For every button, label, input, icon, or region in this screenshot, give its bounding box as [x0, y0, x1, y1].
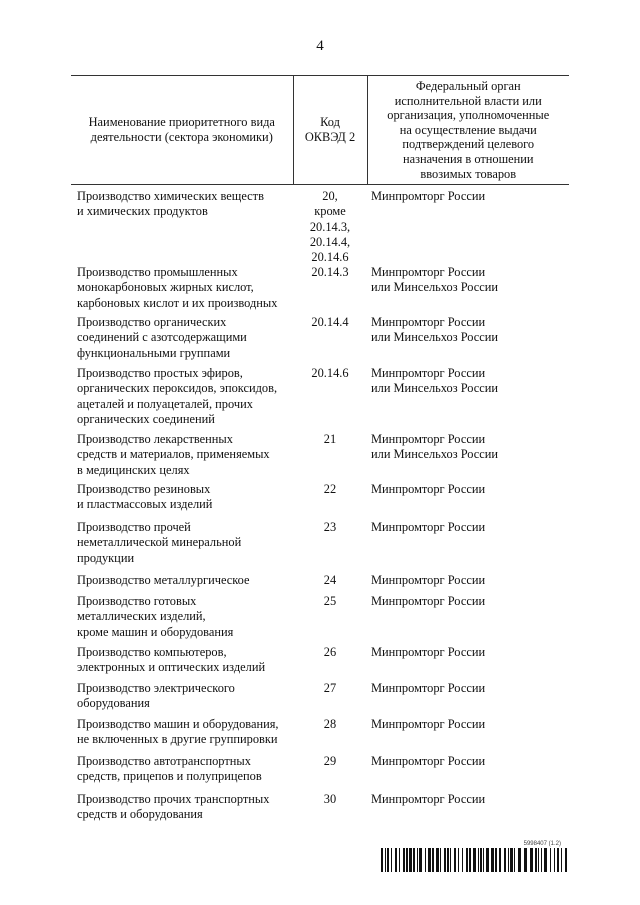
- code-cell: 21: [323, 432, 337, 447]
- code-cell: 30: [323, 792, 337, 807]
- authority-cell: Минпромторг России или Минсельхоз России: [371, 265, 499, 295]
- table-row: [71, 265, 569, 315]
- authority-cell: Минпромторг России: [371, 189, 486, 204]
- header-authority: Федеральный орган исполнительной власти или организация, уполномоченные на осуществление выдачи подтверждений целевого назначения в отношении ввозимых товаров: [367, 76, 569, 185]
- authority-cell: Минпромторг России: [371, 594, 486, 609]
- code-cell: 26: [323, 645, 337, 660]
- code-cell: 29: [323, 754, 337, 769]
- authority-cell: Минпромторг России: [371, 681, 486, 696]
- code-cell: 20.14.4: [311, 315, 349, 330]
- activity-cell: Производство прочих транспортных средств и оборудования: [77, 792, 270, 822]
- authority-cell: Минпромторг России: [371, 717, 486, 732]
- table-row: [71, 315, 569, 366]
- activity-cell: Производство промышленных монокарбоновых жирных кислот, карбоновых кислот и их производных: [77, 265, 278, 310]
- code-cell: 20.14.3: [311, 265, 349, 280]
- activity-cell: Производство химических веществ и химических продуктов: [77, 189, 264, 219]
- table-row: [71, 366, 569, 432]
- header-activity-name: Наименование приоритетного вида деятельности (сектора экономики): [71, 76, 293, 185]
- authority-cell: Минпромторг России или Минсельхоз России: [371, 432, 499, 462]
- authority-cell: Минпромторг России: [371, 754, 486, 769]
- page-number: 4: [316, 38, 324, 54]
- table-header-row: [71, 76, 569, 185]
- authority-cell: Минпромторг России: [371, 520, 486, 535]
- table-row: [71, 185, 569, 266]
- activity-cell: Производство электрического оборудования: [77, 681, 235, 711]
- code-cell: 22: [323, 482, 337, 497]
- code-cell: 20, кроме 20.14.3, 20.14.4, 20.14.6: [309, 189, 351, 264]
- code-cell: 25: [323, 594, 337, 609]
- activity-cell: Производство машин и оборудования, не включенных в другие группировки: [77, 717, 279, 747]
- authority-cell: Минпромторг России или Минсельхоз России: [371, 366, 499, 396]
- activity-cell: Производство лекарственных средств и материалов, применяемых в медицинских целях: [77, 432, 270, 477]
- barcode-label: 5998407 (1.2): [523, 841, 561, 847]
- activity-cell: Производство органических соединений с азотсодержащими функциональными группами: [77, 315, 247, 360]
- table-row: [71, 482, 569, 520]
- activity-cell: Производство простых эфиров, органических пероксидов, эпоксидов, ацеталей и полуацеталей, прочих органических соединений: [77, 366, 278, 426]
- activity-cell: Производство готовых металлических изделий, кроме машин и оборудования: [77, 594, 234, 639]
- table-row: [71, 520, 569, 573]
- code-cell: 24: [323, 573, 337, 588]
- code-cell: 28: [323, 717, 337, 732]
- code-cell: 20.14.6: [311, 366, 349, 381]
- activity-cell: Производство резиновых и пластмассовых изделий: [77, 482, 213, 512]
- barcode-icon: [381, 848, 569, 872]
- table-row: [71, 573, 569, 594]
- activity-cell: Производство прочей неметаллической минеральной продукции: [77, 520, 242, 565]
- activity-cell: Производство компьютеров, электронных и оптических изделий: [77, 645, 266, 675]
- activity-cell: Производство автотранспортных средств, прицепов и полуприцепов: [77, 754, 262, 784]
- table-row: [71, 717, 569, 754]
- code-cell: 27: [323, 681, 337, 696]
- authority-cell: Минпромторг России или Минсельхоз России: [371, 315, 499, 345]
- table-row: [71, 594, 569, 645]
- table-row: [71, 681, 569, 717]
- table-row: [71, 645, 569, 681]
- authority-cell: Минпромторг России: [371, 792, 486, 807]
- table-row: [71, 792, 569, 826]
- table-row: [71, 754, 569, 792]
- authority-cell: Минпромторг России: [371, 482, 486, 497]
- table-row: [71, 432, 569, 482]
- document-barcode: [381, 841, 569, 872]
- activity-cell: Производство металлургическое: [77, 573, 250, 588]
- header-okved-code: Код ОКВЭД 2: [293, 76, 367, 185]
- authority-cell: Минпромторг России: [371, 573, 486, 588]
- authority-cell: Минпромторг России: [371, 645, 486, 660]
- code-cell: 23: [323, 520, 337, 535]
- priority-activities-table: [71, 75, 569, 826]
